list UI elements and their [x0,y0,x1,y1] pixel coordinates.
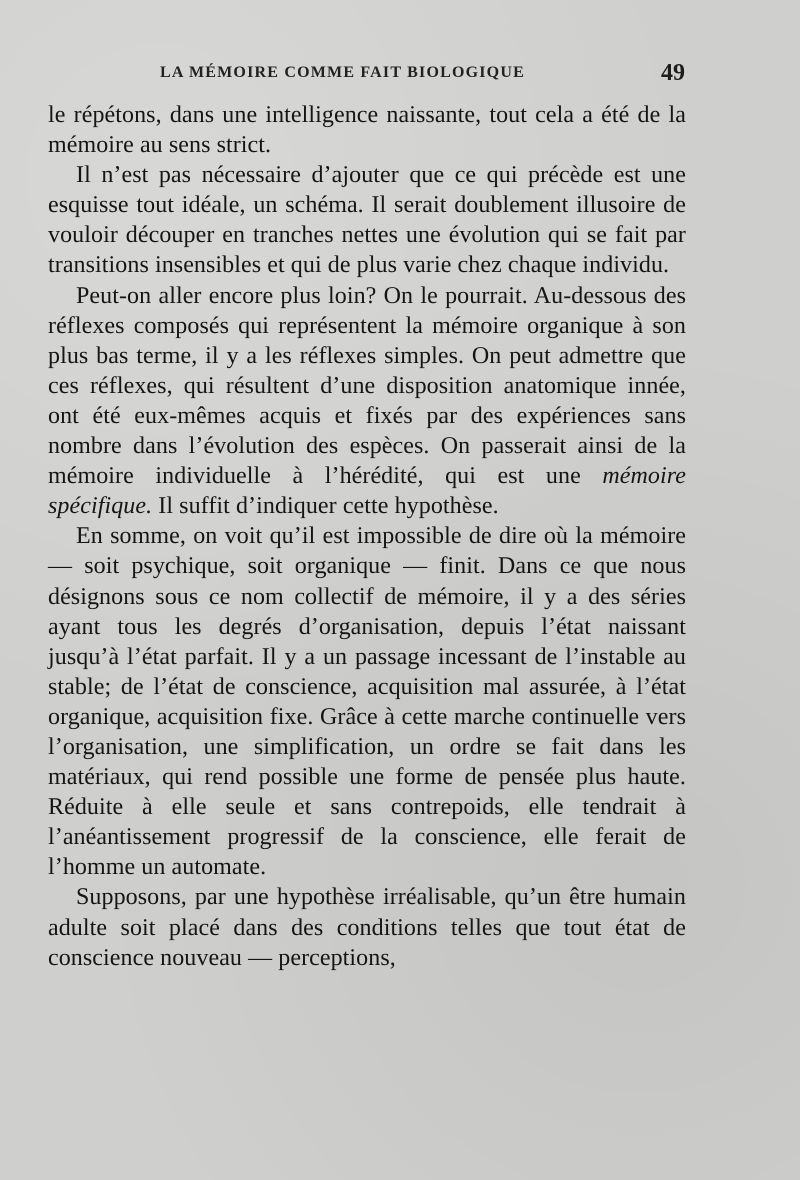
page-body [48,100,686,973]
running-head: LA MÉMOIRE COMME FAIT BIOLOGIQUE [160,64,525,81]
paragraph-3-italic-term: mémoire spécifique. [48,463,686,520]
paragraph-2: Il n’est pas nécessaire d’ajouter que ce qui précède est une esquisse tout idéale, un schéma. Il serait doublement illusoire de vouloir découper en tranches nettes une évolution qui se fait par transitions insensibles et qui de plus varie chez chaque individu. [48,162,686,279]
paragraph-4: En somme, on voit qu’il est impossible de dire où la mémoire — soit psychique, soit organique — finit. Dans ce que nous désignons sous ce nom collectif de mémoire, il y a des séries ayant tous les degrés d’organisation, depuis l’état naissant jusqu’à l’état parfait. Il y a un passage incessant de l’instable au stable; de l’état de conscience, acquisition mal assurée, à l’état organique, acquisition fixe. Grâce à cette marche continuelle vers l’organisation, une simplification, un ordre se fait dans les matériaux, qui rend possible une forme de pensée plus haute. Réduite à elle seule et sans contrepoids, elle tendrait à l’anéantissement progressif de la conscience, elle ferait de l’homme un automate. [48,523,686,881]
paragraph-5: Supposons, par une hypothèse irréalisable, qu’un être humain adulte soit placé dans des conditions telles que tout état de conscience nouveau — perceptions, [48,884,686,971]
paragraph-3-text-start: Peut-on aller encore plus loin? On le pourrait. Au-dessous des réflexes composés qui représentent la mémoire organique à son plus bas terme, il y a les réflexes simples. On peut admettre que ces réflexes, qui résultent d’une disposition anatomique innée, ont été eux-mêmes acquis et fixés par des expériences sans nombre dans l’évolution des espèces. On passerait ainsi de la mémoire individuelle à l’hérédité, qui est une [48,282,686,490]
paragraph-3 [48,281,686,522]
paragraph-3-text-end: Il suffit d’indiquer cette hypothèse. [158,493,499,520]
page-number: 49 [661,59,685,86]
page-header [160,58,685,88]
paragraph-1: le répétons, dans une intelligence naissante, tout cela a été de la mémoire au sens strict. [48,102,686,159]
